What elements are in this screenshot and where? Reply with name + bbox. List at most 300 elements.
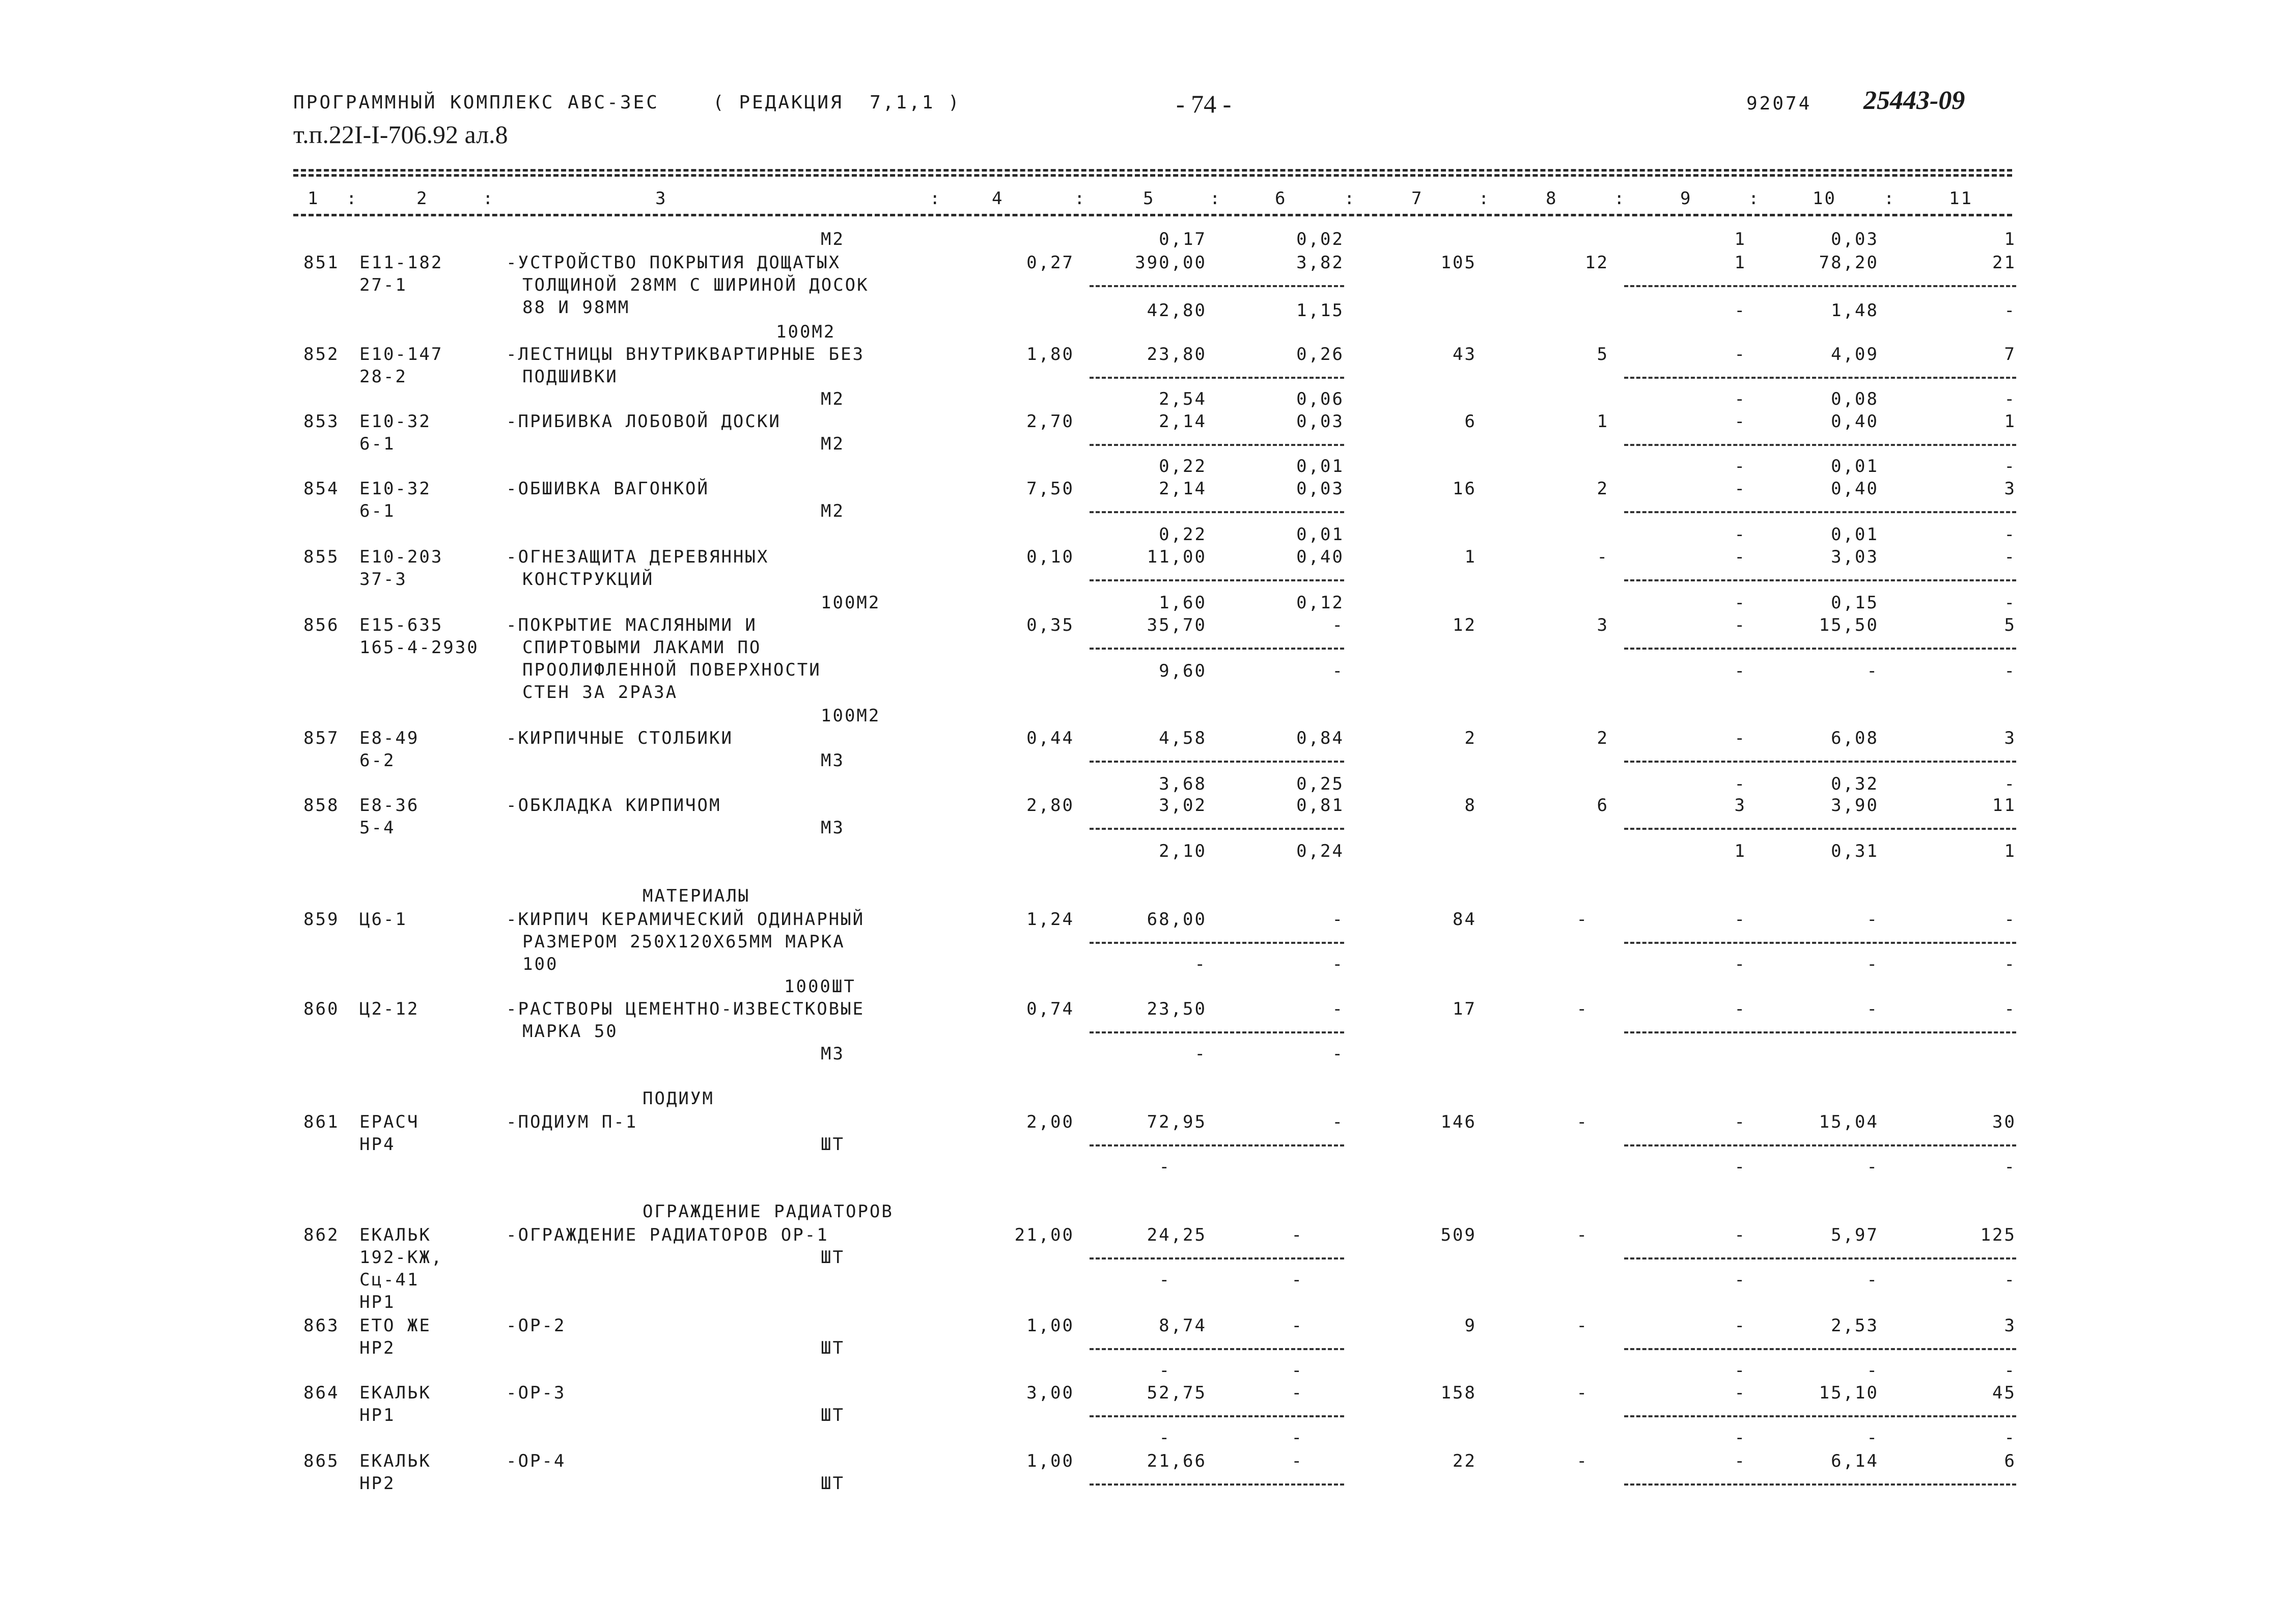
row-number: 857	[303, 728, 340, 748]
norm-code-2: 192-КЖ,	[359, 1247, 443, 1268]
value-col9: -	[1734, 1427, 1746, 1448]
value-col5: -	[1194, 1044, 1207, 1064]
value-col6: -	[1332, 661, 1344, 681]
value-col9: -	[1734, 1315, 1746, 1336]
value-col9: -	[1734, 661, 1746, 681]
value-col11: -	[2004, 1157, 2016, 1177]
work-description-2: КОНСТРУКЦИЙ	[522, 569, 654, 590]
quantity: 1,24	[1026, 909, 1074, 930]
norm-code-2: 37-3	[359, 569, 407, 590]
value-col11: -	[2004, 999, 2016, 1019]
value-col11: 3	[2004, 728, 2016, 748]
value-col5: 0,22	[1159, 524, 1207, 545]
value-col6: -	[1291, 1225, 1303, 1245]
value-col10: 0,40	[1831, 479, 1879, 499]
row-number: 862	[303, 1225, 340, 1245]
edition: ( РЕДАКЦИЯ 7,1,1 )	[713, 92, 961, 113]
value-col6: -	[1332, 615, 1344, 635]
value-col5: 8,74	[1159, 1315, 1207, 1336]
norm-code-2: 28-2	[359, 367, 407, 387]
work-description: -ПОДИУМ П-1	[506, 1112, 638, 1132]
value-col5: 35,70	[1147, 615, 1207, 635]
value-col11: 3	[2004, 1315, 2016, 1336]
value-col9: -	[1734, 774, 1746, 794]
col-header-9: 9	[1680, 188, 1692, 209]
value-col10: 5,97	[1831, 1225, 1879, 1245]
norm-code-2: 27-1	[359, 275, 407, 295]
norm-code: Е10-203	[359, 547, 443, 567]
value-col6: 0,25	[1296, 774, 1344, 794]
quantity: 0,74	[1026, 999, 1074, 1019]
value-col5: 2,14	[1159, 411, 1207, 432]
value-col6: 0,02	[1296, 229, 1344, 249]
value-col5: 24,25	[1147, 1225, 1207, 1245]
row-number: 861	[303, 1112, 340, 1132]
value-col8: -	[1576, 1315, 1589, 1336]
norm-code: Ц6-1	[359, 909, 407, 930]
work-description: -РАСТВОРЫ ЦЕМЕНТНО-ИЗВЕСТКОВЫЕ	[506, 999, 865, 1019]
work-description: -ПОКРЫТИЕ МАСЛЯНЫМИ И	[506, 615, 757, 635]
doc-reference: т.п.22I-I-706.92 ал.8	[293, 120, 508, 149]
norm-code-2: 5-4	[359, 818, 396, 838]
value-col6: 0,81	[1296, 795, 1344, 816]
work-description-3: ПРООЛИФЛЕННОЙ ПОВЕРХНОСТИ	[522, 660, 821, 680]
norm-code: ЕКАЛЬК	[359, 1383, 431, 1403]
value-col6: 0,03	[1296, 411, 1344, 432]
norm-code: ЕТО ЖЕ	[359, 1315, 431, 1336]
value-col10: 2,53	[1831, 1315, 1879, 1336]
value-col10: 3,90	[1831, 795, 1879, 816]
value-col5: 21,66	[1147, 1451, 1207, 1471]
work-description-2: МАРКА 50	[522, 1021, 618, 1042]
norm-code: Е10-32	[359, 411, 431, 432]
value-col8: -	[1576, 1451, 1589, 1471]
value-col6: -	[1332, 954, 1344, 974]
quantity: 1,80	[1026, 344, 1074, 365]
quantity: 2,70	[1026, 411, 1074, 432]
value-col5: -	[1194, 954, 1207, 974]
norm-code: Е10-147	[359, 344, 443, 365]
value-col9: -	[1734, 1451, 1746, 1471]
value-col9: -	[1734, 615, 1746, 635]
quantity: 2,80	[1026, 795, 1074, 816]
value-col5: -	[1159, 1157, 1171, 1177]
value-col9: -	[1734, 389, 1746, 409]
value-col7: 105	[1440, 253, 1476, 273]
work-description: -КИРПИЧ КЕРАМИЧЕСКИЙ ОДИНАРНЫЙ	[506, 909, 865, 930]
row-number: 852	[303, 344, 340, 365]
value-col10: 15,04	[1819, 1112, 1879, 1132]
col-header-6: 6	[1275, 188, 1287, 209]
value-col5: -	[1159, 1360, 1171, 1381]
value-col8: 6	[1597, 795, 1609, 816]
value-col11: 1	[2004, 411, 2016, 432]
value-col7: 158	[1440, 1383, 1476, 1403]
value-col10: 6,08	[1831, 728, 1879, 748]
value-col5: 2,14	[1159, 479, 1207, 499]
value-col7: 17	[1453, 999, 1476, 1019]
unit-label: М2	[821, 501, 845, 521]
work-description: -ЛЕСТНИЦЫ ВНУТРИКВАРТИРНЫЕ БЕЗ	[506, 344, 865, 365]
quantity: 21,00	[1014, 1225, 1074, 1245]
unit-label: М3	[821, 818, 845, 838]
value-col11: 5	[2004, 615, 2016, 635]
value-col9: 3	[1734, 795, 1746, 816]
unit-label: 1000ШТ	[784, 976, 856, 997]
value-col11: -	[2004, 547, 2016, 567]
quantity: 0,35	[1026, 615, 1074, 635]
value-col11: -	[2004, 774, 2016, 794]
value-col9: -	[1734, 593, 1746, 613]
norm-code-2: 6-1	[359, 434, 396, 454]
value-col10: -	[1866, 661, 1879, 681]
value-col10: 0,40	[1831, 411, 1879, 432]
unit-label: М2	[821, 229, 845, 249]
value-col6: 0,06	[1296, 389, 1344, 409]
value-col5: 52,75	[1147, 1383, 1207, 1403]
value-col10: 15,50	[1819, 615, 1879, 635]
value-col9: -	[1734, 728, 1746, 748]
value-col6: -	[1332, 1112, 1344, 1132]
row-number: 855	[303, 547, 340, 567]
col-header-11: 11	[1949, 188, 1973, 209]
norm-code: Е10-32	[359, 479, 431, 499]
value-col6: -	[1291, 1270, 1303, 1290]
norm-code-2: 6-1	[359, 501, 396, 521]
value-col6: 3,82	[1296, 253, 1344, 273]
value-col8: -	[1576, 1383, 1589, 1403]
norm-code-2: НР4	[359, 1134, 396, 1155]
norm-code-4: НР1	[359, 1292, 396, 1312]
section-podium: ПОДИУМ	[643, 1088, 714, 1109]
work-description: -ОБКЛАДКА КИРПИЧОМ	[506, 795, 721, 816]
value-col8: 2	[1597, 479, 1609, 499]
row-number: 859	[303, 909, 340, 930]
value-col6: 0,01	[1296, 456, 1344, 477]
value-col10: 0,08	[1831, 389, 1879, 409]
value-col9: -	[1734, 479, 1746, 499]
value-col5: 2,10	[1159, 841, 1207, 861]
value-col11: -	[2004, 456, 2016, 477]
value-col10: -	[1866, 1360, 1879, 1381]
value-col10: 6,14	[1831, 1451, 1879, 1471]
value-col10: -	[1866, 1270, 1879, 1290]
value-col7: 22	[1453, 1451, 1476, 1471]
value-col7: 12	[1453, 615, 1476, 635]
value-col10: 78,20	[1819, 253, 1879, 273]
norm-code-2: НР2	[359, 1473, 396, 1494]
value-col8: -	[1576, 909, 1589, 930]
value-col9: -	[1734, 1270, 1746, 1290]
value-col11: -	[2004, 593, 2016, 613]
value-col10: 0,31	[1831, 841, 1879, 861]
value-col11: 45	[1992, 1383, 2016, 1403]
value-col6: 0,12	[1296, 593, 1344, 613]
value-col9: -	[1734, 524, 1746, 545]
value-col11: -	[2004, 661, 2016, 681]
value-col9: -	[1734, 411, 1746, 432]
value-col5: 23,50	[1147, 999, 1207, 1019]
value-col6: -	[1291, 1427, 1303, 1448]
value-col10: 0,32	[1831, 774, 1879, 794]
value-col7: 1	[1464, 547, 1476, 567]
value-col5: 72,95	[1147, 1112, 1207, 1132]
value-col10: 0,15	[1831, 593, 1879, 613]
work-description: -ОГРАЖДЕНИЕ РАДИАТОРОВ ОР-1	[506, 1225, 829, 1245]
value-col11: -	[2004, 389, 2016, 409]
value-col5: 68,00	[1147, 909, 1207, 930]
unit-label: ШТ	[821, 1473, 845, 1494]
value-col6: 0,03	[1296, 479, 1344, 499]
value-col10: 3,03	[1831, 547, 1879, 567]
quantity: 1,00	[1026, 1451, 1074, 1471]
unit-label: 100М2	[776, 322, 836, 342]
value-col9: 1	[1734, 253, 1746, 273]
value-col11: -	[2004, 1360, 2016, 1381]
value-col7: 16	[1453, 479, 1476, 499]
section-radiator: ОГРАЖДЕНИЕ РАДИАТОРОВ	[643, 1201, 894, 1222]
value-col11: 30	[1992, 1112, 2016, 1132]
value-col8: -	[1576, 1225, 1589, 1245]
value-col9: -	[1734, 1383, 1746, 1403]
unit-label: 100М2	[821, 706, 881, 726]
quantity: 7,50	[1026, 479, 1074, 499]
work-description-3: 100	[522, 954, 559, 974]
norm-code: Ц2-12	[359, 999, 420, 1019]
value-col5: 4,58	[1159, 728, 1207, 748]
col-header-4: 4	[992, 188, 1004, 209]
value-col8: 2	[1597, 728, 1609, 748]
norm-code-2: 165-4-2930	[359, 637, 479, 658]
norm-code-3: Сц-41	[359, 1270, 420, 1290]
norm-code: Е8-36	[359, 795, 420, 816]
value-col10: 0,01	[1831, 456, 1879, 477]
value-col10: 4,09	[1831, 344, 1879, 365]
unit-label: М2	[821, 434, 845, 454]
value-col10: -	[1866, 999, 1879, 1019]
value-col5: 390,00	[1135, 253, 1207, 273]
norm-code: ЕРАСЧ	[359, 1112, 420, 1132]
value-col6: 1,15	[1296, 300, 1344, 321]
value-col9: 1	[1734, 841, 1746, 861]
value-col8: -	[1576, 999, 1589, 1019]
value-col10: 1,48	[1831, 300, 1879, 321]
value-col6: -	[1332, 909, 1344, 930]
value-col11: 7	[2004, 344, 2016, 365]
work-description-2: РАЗМЕРОМ 250Х120Х65ММ МАРКА	[522, 932, 845, 952]
value-col9: -	[1734, 344, 1746, 365]
col-header-7: 7	[1411, 188, 1424, 209]
norm-code: Е15-635	[359, 615, 443, 635]
col-header-1: 1	[308, 188, 320, 209]
row-number: 860	[303, 999, 340, 1019]
value-col9: -	[1734, 547, 1746, 567]
unit-label: ШТ	[821, 1405, 845, 1425]
value-col7: 146	[1440, 1112, 1476, 1132]
value-col5: 0,22	[1159, 456, 1207, 477]
value-col8: -	[1576, 1112, 1589, 1132]
value-col9: -	[1734, 300, 1746, 321]
value-col6: 0,84	[1296, 728, 1344, 748]
value-col11: -	[2004, 524, 2016, 545]
value-col11: 1	[2004, 229, 2016, 249]
value-col9: -	[1734, 954, 1746, 974]
value-col5: 9,60	[1159, 661, 1207, 681]
value-col6: 0,26	[1296, 344, 1344, 365]
quantity: 3,00	[1026, 1383, 1074, 1403]
unit-label: М3	[821, 1044, 845, 1064]
value-col6: 0,40	[1296, 547, 1344, 567]
work-description: -ПРИБИВКА ЛОБОВОЙ ДОСКИ	[506, 411, 781, 432]
value-col7: 43	[1453, 344, 1476, 365]
value-col5: 2,54	[1159, 389, 1207, 409]
value-col11: 6	[2004, 1451, 2016, 1471]
value-col7: 509	[1440, 1225, 1476, 1245]
work-description: -ОР-4	[506, 1451, 566, 1471]
unit-label: ШТ	[821, 1134, 845, 1155]
value-col9: -	[1734, 909, 1746, 930]
work-description: -УСТРОЙСТВО ПОКРЫТИЯ ДОЩАТЫХ	[506, 253, 841, 273]
value-col5: 3,02	[1159, 795, 1207, 816]
quantity: 0,10	[1026, 547, 1074, 567]
program-name: ПРОГРАММНЫЙ КОМПЛЕКС АВС-3ЕС	[293, 92, 659, 113]
value-col11: 11	[1992, 795, 2016, 816]
norm-code-2: НР2	[359, 1338, 396, 1358]
col-header-2: 2	[416, 188, 429, 209]
row-number: 858	[303, 795, 340, 816]
value-col5: -	[1159, 1427, 1171, 1448]
quantity: 0,44	[1026, 728, 1074, 748]
work-description: -ОГНЕЗАЩИТА ДЕРЕВЯННЫХ	[506, 547, 769, 567]
unit-label: ШТ	[821, 1247, 845, 1268]
unit-label: М2	[821, 389, 845, 409]
row-number: 856	[303, 615, 340, 635]
norm-code: ЕКАЛЬК	[359, 1225, 431, 1245]
value-col11: -	[2004, 300, 2016, 321]
value-col8: 5	[1597, 344, 1609, 365]
value-col9: -	[1734, 1157, 1746, 1177]
value-col9: -	[1734, 1225, 1746, 1245]
row-number: 854	[303, 479, 340, 499]
value-col10: 15,10	[1819, 1383, 1879, 1403]
value-col5: 42,80	[1147, 300, 1207, 321]
work-description-3: 88 И 98ММ	[522, 297, 630, 318]
value-col5: -	[1159, 1270, 1171, 1290]
value-col9: 1	[1734, 229, 1746, 249]
value-col5: 0,17	[1159, 229, 1207, 249]
value-col11: 125	[1980, 1225, 2016, 1245]
value-col9: -	[1734, 456, 1746, 477]
work-description-2: СПИРТОВЫМИ ЛАКАМИ ПО	[522, 637, 762, 658]
value-col10: -	[1866, 1157, 1879, 1177]
value-col10: -	[1866, 909, 1879, 930]
value-col5: 23,80	[1147, 344, 1207, 365]
quantity: 1,00	[1026, 1315, 1074, 1336]
value-col11: -	[2004, 1270, 2016, 1290]
value-col11: 3	[2004, 479, 2016, 499]
value-col10: 0,01	[1831, 524, 1879, 545]
norm-code: Е8-49	[359, 728, 420, 748]
value-col6: 0,24	[1296, 841, 1344, 861]
value-col8: -	[1597, 547, 1609, 567]
work-description: -КИРПИЧНЫЕ СТОЛБИКИ	[506, 728, 733, 748]
column-header-divider	[293, 214, 2012, 216]
value-col7: 2	[1464, 728, 1476, 748]
value-col6: -	[1291, 1315, 1303, 1336]
norm-code: Е11-182	[359, 253, 443, 273]
value-col8: 1	[1597, 411, 1609, 432]
value-col9: -	[1734, 1112, 1746, 1132]
norm-code: ЕКАЛЬК	[359, 1451, 431, 1471]
col-header-10: 10	[1813, 188, 1836, 209]
value-col9: -	[1734, 999, 1746, 1019]
work-description: -ОР-3	[506, 1383, 566, 1403]
quantity: 2,00	[1026, 1112, 1074, 1132]
value-col11: 21	[1992, 253, 2016, 273]
value-col5: 11,00	[1147, 547, 1207, 567]
value-col5: 1,60	[1159, 593, 1207, 613]
value-col7: 84	[1453, 909, 1476, 930]
header-divider	[293, 169, 2012, 172]
row-number: 851	[303, 253, 340, 273]
page-number: - 74 -	[1176, 90, 1232, 118]
value-col11: -	[2004, 909, 2016, 930]
quantity: 0,27	[1026, 253, 1074, 273]
col-header-8: 8	[1546, 188, 1558, 209]
value-col8: 3	[1597, 615, 1609, 635]
value-col11: -	[2004, 1427, 2016, 1448]
value-col10: 0,03	[1831, 229, 1879, 249]
value-col6: -	[1332, 999, 1344, 1019]
work-description-2: ПОДШИВКИ	[522, 367, 618, 387]
value-col9: -	[1734, 1360, 1746, 1381]
row-number: 853	[303, 411, 340, 432]
value-col5: 3,68	[1159, 774, 1207, 794]
work-description-2: ТОЛЩИНОЙ 28ММ С ШИРИНОЙ ДОСОК	[522, 275, 869, 295]
value-col10: -	[1866, 954, 1879, 974]
value-col7: 8	[1464, 795, 1476, 816]
value-col10: -	[1866, 1427, 1879, 1448]
norm-code-2: НР1	[359, 1405, 396, 1425]
value-col6: 0,01	[1296, 524, 1344, 545]
unit-label: 100М2	[821, 593, 881, 613]
value-col6: -	[1291, 1360, 1303, 1381]
col-header-5: 5	[1143, 188, 1155, 209]
unit-label: ШТ	[821, 1338, 845, 1358]
value-col6: -	[1332, 1044, 1344, 1064]
doc-code-1: 92074	[1746, 93, 1812, 114]
value-col6: -	[1291, 1383, 1303, 1403]
doc-code-2: 25443-09	[1863, 86, 1965, 115]
work-description-4: СТЕН ЗА 2РАЗА	[522, 682, 678, 703]
header-divider	[293, 174, 2012, 177]
work-description: -ОБШИВКА ВАГОНКОЙ	[506, 479, 709, 499]
value-col11: 1	[2004, 841, 2016, 861]
row-number: 863	[303, 1315, 340, 1336]
value-col7: 9	[1464, 1315, 1476, 1336]
value-col8: 12	[1585, 253, 1609, 273]
col-header-3: 3	[655, 188, 667, 209]
value-col7: 6	[1464, 411, 1476, 432]
value-col11: -	[2004, 954, 2016, 974]
value-col6: -	[1291, 1451, 1303, 1471]
section-materials: МАТЕРИАЛЫ	[643, 886, 750, 906]
row-number: 864	[303, 1383, 340, 1403]
norm-code-2: 6-2	[359, 750, 396, 771]
unit-label: М3	[821, 750, 845, 771]
row-number: 865	[303, 1451, 340, 1471]
work-description: -ОР-2	[506, 1315, 566, 1336]
